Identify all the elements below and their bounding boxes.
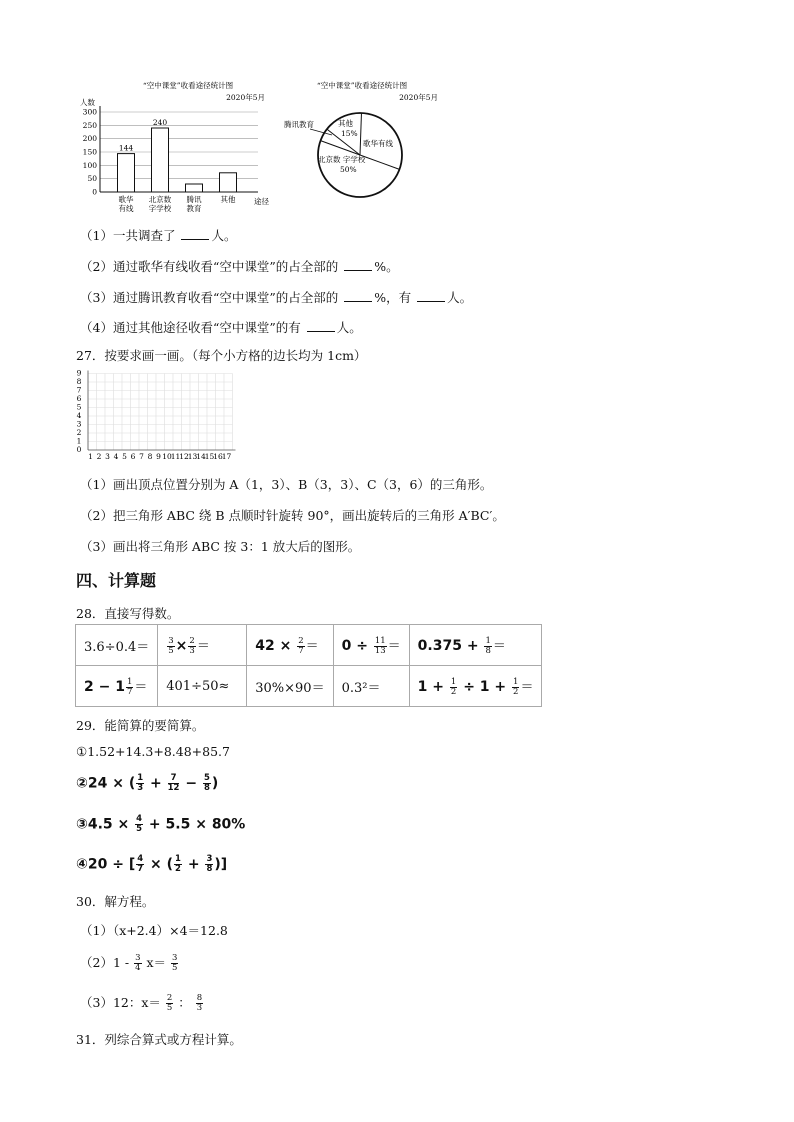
fraction: $\frac{1}{2}$ [513, 676, 519, 697]
q26-s1-text: （1）一共调查了 [80, 228, 180, 243]
grid-x-label: 1 [88, 452, 93, 461]
grid-x-label: 8 [147, 452, 153, 461]
grid-lines [88, 371, 236, 451]
grid-y-label: 3 [76, 419, 82, 429]
equals: ＝ [492, 638, 506, 654]
grid-y-label: 0 [76, 445, 82, 454]
grid-y-label: 5 [76, 402, 82, 412]
bar-category-label: 其他 [220, 195, 236, 204]
q29-expr-4: ④20 ÷ [ $\frac{4}{7}$ × ( $\frac{1}{2}$ + $\frac{3}{8}$ )] [76, 854, 228, 874]
grid-y-label: 4 [76, 411, 82, 420]
grid-x-label: 14 [196, 452, 206, 461]
grid-y-label: 6 [76, 394, 82, 403]
q26-s4-unit: 人。 [336, 320, 362, 335]
equals: ＝ [196, 638, 210, 654]
pie-chart [280, 76, 440, 201]
q27-title: 27．按要求画一画。（每个小方格的边长均为 1cm） [76, 348, 367, 363]
grid-y-label: 2 [76, 428, 82, 437]
fraction: $\frac{1}{7}$ [126, 676, 133, 697]
q29-title: 29．能简算的要简算。 [76, 718, 205, 733]
q28-title: 28．直接写得数。 [76, 606, 180, 621]
q30-title: 30．解方程。 [76, 894, 155, 909]
calc-expr: 30%×90＝ [255, 680, 325, 696]
grid-x-labels [88, 452, 231, 461]
q31-title: 31．列综合算式或方程计算。 [76, 1032, 242, 1047]
bar-value-label: 144 [118, 143, 134, 153]
fraction: $\frac{11}{13}$ [374, 635, 386, 656]
grid-x-label: 9 [156, 452, 161, 461]
grid-x-label: 17 [221, 452, 232, 461]
answer-blank[interactable] [417, 289, 445, 302]
pie-pct-beijing: 50% [340, 165, 357, 174]
bar-chart-title: “空中课堂”收看途径统计图 [142, 81, 234, 90]
equals: ＝ [305, 638, 319, 654]
equals: ＝ [134, 679, 148, 695]
bar-chart-yticks [83, 108, 98, 197]
calc-cell[interactable] [333, 625, 409, 666]
fraction: $\frac{2}{3}$ [189, 635, 195, 656]
calc-cell[interactable] [409, 666, 542, 707]
fraction: $\frac{1}{2}$ [450, 676, 457, 697]
fraction: $\frac{1}{8}$ [485, 635, 491, 656]
q26-s3-text: （3）通过腾讯教育收看“空中课堂”的占全部的 [80, 290, 343, 305]
q26-item-2 [80, 257, 399, 275]
grid-x-label: 16 [213, 452, 223, 461]
answer-blank[interactable] [344, 258, 372, 271]
calc-expr: 0.3²＝ [341, 680, 381, 696]
bar-chart-bars [118, 118, 237, 192]
bar-chart-xlabels [119, 194, 236, 213]
bar-ytick-label: 300 [82, 107, 97, 117]
pie-label-tencent: 腾讯教育 [284, 120, 314, 129]
q26-s2-text: （2）通过歌华有线收看“空中课堂”的占全部的 [80, 259, 343, 274]
q27-item-3: （3）画出将三角形 ABC 按 3：1 放大后的图形。 [80, 539, 361, 554]
calc-expr: 1 + [417, 678, 449, 695]
bar-category-label: 字学校 [148, 204, 172, 213]
calc-expr: 42 × [255, 637, 297, 654]
bar-chart-xlabel: 途径 [254, 197, 269, 206]
calc-expr: 401÷50≈ [166, 678, 230, 694]
fraction: $\frac{3}{5}$ [168, 635, 174, 656]
grid-x-label: 5 [122, 452, 127, 461]
q29-expr-1: ①1.52+14.3+8.48+85.7 [76, 744, 230, 759]
pie-pct-other: 15% [341, 129, 358, 138]
q30-eq-3: （3）12：x＝ $\frac{2}{5}$ ： $\frac{8}{3}$ [80, 993, 203, 1013]
bar-category-label: 有线 [118, 204, 134, 213]
q29-expr-3: ③4.5 × $\frac{4}{5}$ + 5.5 × 80% [76, 814, 246, 834]
q26-item-4 [80, 318, 362, 336]
calc-cell[interactable] [247, 625, 333, 666]
q26-s1-unit: 人。 [211, 228, 237, 243]
bar [220, 173, 237, 192]
bar-category-label: 北京数 [148, 195, 172, 204]
grid-x-label: 10 [162, 452, 172, 461]
q26-s3-unit: 人。 [447, 290, 473, 305]
q26-s3-mid: %，有 [374, 290, 416, 305]
table-row [76, 625, 542, 666]
grid-x-label: 12 [179, 452, 189, 461]
bar-ytick-label: 0 [92, 187, 97, 197]
answer-blank[interactable] [307, 319, 335, 332]
calc-table [75, 624, 542, 707]
bar-value-label: 240 [152, 118, 168, 127]
bar-ytick-label: 150 [82, 147, 97, 157]
bar-chart-date: 2020年5月 [226, 93, 265, 102]
calc-cell[interactable] [247, 666, 333, 707]
bar-ytick-label: 100 [82, 160, 97, 170]
calc-expr: ÷ 1 + [458, 678, 512, 695]
calc-expr: 0 ÷ [341, 637, 373, 654]
section-heading: 四、计算题 [76, 571, 157, 590]
grid-x-label: 11 [170, 452, 181, 461]
answer-blank[interactable] [344, 289, 372, 302]
calc-cell[interactable] [409, 625, 542, 666]
grid-x-label: 3 [105, 452, 110, 461]
bar-category-label: 腾讯 [186, 195, 202, 204]
calc-expr: 2 − 1 [84, 678, 125, 695]
pie-chart-date: 2020年5月 [399, 93, 438, 102]
bar-chart-ylabel: 人数 [80, 98, 95, 107]
pie-chart-title: “空中课堂”收看途径统计图 [316, 81, 408, 90]
bar-ytick-label: 50 [87, 174, 97, 184]
bar-category-label: 歌华 [118, 195, 134, 204]
q30-eq-1: （1）（x+2.4）×4＝12.8 [80, 923, 228, 938]
calc-cell[interactable] [158, 666, 247, 707]
grid-x-label: 2 [96, 452, 102, 461]
operator: × [175, 637, 188, 654]
grid-paper[interactable] [72, 366, 252, 464]
equals: ＝ [387, 638, 401, 654]
bar-chart [78, 76, 278, 226]
pie-label-other: 其他 [338, 119, 353, 128]
bar [152, 128, 169, 192]
q29-expr-2: ②24 × ( $\frac{1}{3}$ + $\frac{7}{12}$ − $\frac{5}{8}$ ) [76, 773, 219, 793]
equals: ＝ [520, 679, 534, 695]
fraction: $\frac{2}{7}$ [298, 635, 304, 656]
calc-cell[interactable] [158, 625, 247, 666]
table-row [76, 666, 542, 707]
answer-blank[interactable] [181, 227, 209, 240]
grid-x-label: 13 [187, 452, 198, 461]
q26-s4-text: （4）通过其他途径收看“空中课堂”的有 [80, 320, 305, 335]
bar [118, 154, 135, 192]
calc-cell[interactable] [76, 666, 158, 707]
q27-item-1: （1）画出顶点位置分别为 A（1，3）、B（3，3）、C（3，6）的三角形。 [80, 477, 493, 492]
pie-label-gehua: 歌华有线 [363, 139, 393, 148]
bar [186, 184, 203, 192]
grid-x-label: 15 [204, 452, 215, 461]
calc-cell[interactable] [76, 625, 158, 666]
q26-item-3 [80, 288, 472, 306]
calc-expr: 0.375 + [417, 637, 484, 654]
calc-expr: 3.6÷0.4＝ [84, 639, 150, 655]
q27-item-2: （2）把三角形 ABC 绕 B 点顺时针旋转 90°，画出旋转后的三角形 A′BC′。 [80, 508, 505, 523]
grid-y-label: 9 [76, 368, 82, 378]
calc-cell[interactable] [333, 666, 409, 707]
grid-y-labels [77, 369, 82, 455]
bar-ytick-label: 250 [82, 120, 97, 130]
q30-eq-2: （2）1 - $\frac{3}{4}$ x＝ $\frac{3}{5}$ [80, 953, 178, 973]
grid-y-label: 7 [76, 385, 82, 395]
grid-y-label: 8 [76, 377, 82, 386]
q26-item-1 [80, 226, 236, 244]
grid-y-label: 1 [76, 436, 82, 446]
grid-x-label: 4 [113, 452, 119, 461]
q26-s2-unit: %。 [374, 259, 399, 274]
pie-label-beijing-1: 北京数 字学校 [318, 155, 366, 164]
grid-x-label: 7 [139, 452, 144, 461]
grid-x-label: 6 [130, 452, 136, 461]
bar-category-label: 教育 [186, 204, 202, 213]
bar-ytick-label: 200 [82, 134, 97, 144]
